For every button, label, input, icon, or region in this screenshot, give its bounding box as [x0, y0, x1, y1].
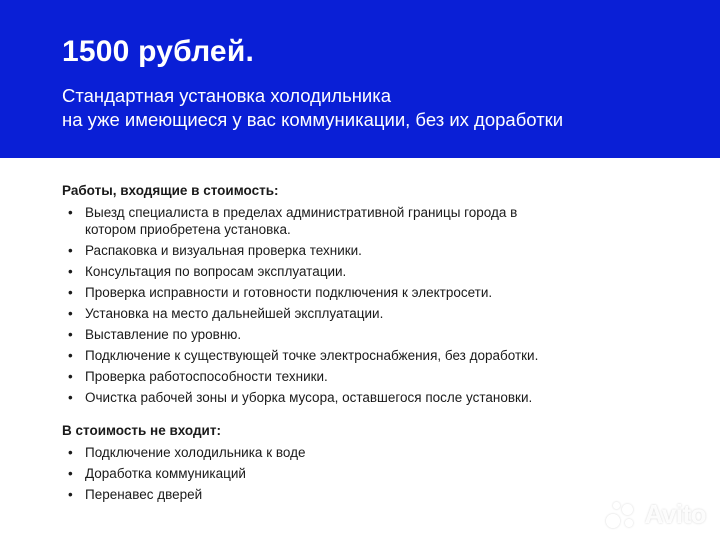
excluded-section-title: В стоимость не входит: — [62, 423, 221, 438]
list-item-text: Консультация по вопросам эксплуатации. — [85, 264, 347, 279]
list-item-text: Выезд специалиста в пределах административной границы города в котором приобретена установка. — [85, 205, 518, 237]
bullet-icon: • — [68, 445, 73, 460]
bullet-icon: • — [68, 369, 73, 384]
list-item — [62, 305, 662, 322]
list-item-text: Доработка коммуникаций — [85, 466, 246, 481]
avito-logo-icon — [604, 500, 638, 530]
list-item-text: Подключение холодильника к воде — [85, 445, 306, 460]
list-item-text: Подключение к существующей точке электроснабжения, без доработки. — [85, 348, 539, 363]
excluded-list — [62, 444, 662, 503]
bullet-icon: • — [68, 327, 73, 342]
included-section-title: Работы, входящие в стоимость: — [62, 183, 279, 198]
bullet-icon: • — [68, 487, 73, 502]
list-item — [62, 389, 662, 406]
header-banner — [0, 0, 720, 158]
list-item — [62, 444, 662, 461]
bullet-icon: • — [68, 348, 73, 363]
list-item — [62, 284, 662, 301]
subtitle-line: Стандартная установка холодильника — [62, 85, 392, 106]
subtitle-line: на уже имеющиеся у вас коммуникации, без их доработки — [62, 109, 564, 130]
list-item — [62, 204, 662, 238]
list-item-text: Выставление по уровню. — [85, 327, 242, 342]
price-title: 1500 рублей. — [62, 35, 254, 68]
list-item-text: Установка на место дальнейшей эксплуатации. — [85, 306, 384, 321]
avito-watermark — [604, 499, 706, 530]
bullet-icon: • — [68, 306, 73, 321]
list-item-text: Перенавес дверей — [85, 487, 203, 502]
list-item — [62, 347, 662, 364]
bullet-icon: • — [68, 466, 73, 481]
watermark-text: Avito — [644, 499, 706, 529]
bullet-icon: • — [68, 390, 73, 405]
subtitle — [62, 84, 563, 132]
bullet-icon: • — [68, 285, 73, 300]
list-item-text: Очистка рабочей зоны и уборка мусора, оставшегося после установки. — [85, 390, 533, 405]
list-item-text: Распаковка и визуальная проверка техники. — [85, 243, 362, 258]
content — [62, 181, 662, 507]
list-item — [62, 242, 662, 259]
list-item-text: Проверка работоспособности техники. — [85, 369, 328, 384]
bullet-icon: • — [68, 243, 73, 258]
list-item — [62, 486, 662, 503]
bullet-icon: • — [68, 264, 73, 279]
list-item — [62, 465, 662, 482]
list-item-text: Проверка исправности и готовности подключения к электросети. — [85, 285, 493, 300]
included-list — [62, 204, 662, 406]
list-item — [62, 263, 662, 280]
list-item — [62, 326, 662, 343]
bullet-icon: • — [68, 205, 73, 220]
list-item — [62, 368, 662, 385]
